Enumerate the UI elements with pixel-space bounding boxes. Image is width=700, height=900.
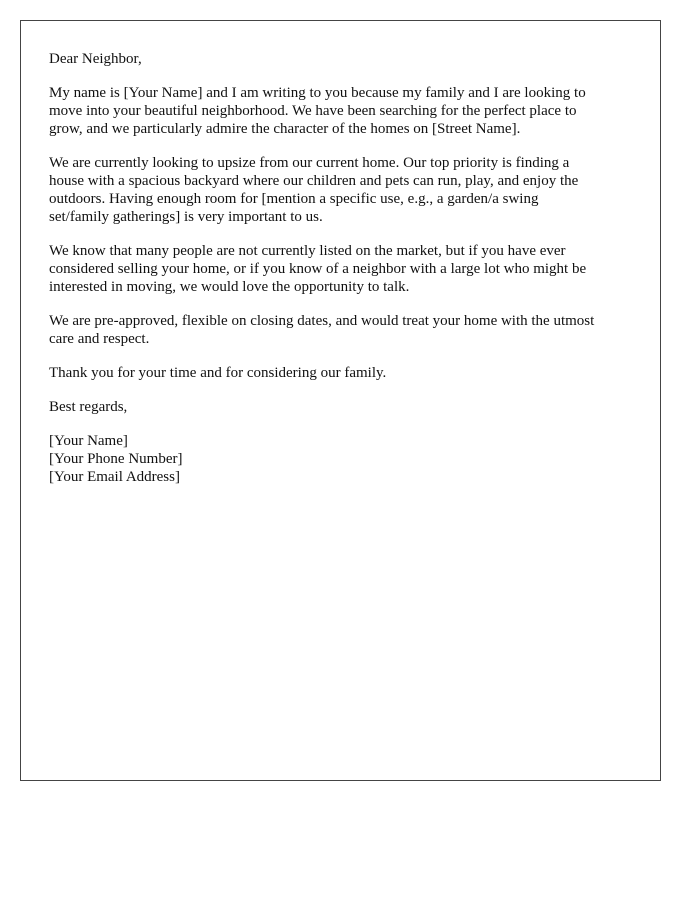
signature-phone: [Your Phone Number] — [49, 451, 183, 467]
text-line: My name is [Your Name] and I am writing to you because my family and I are looking to — [49, 85, 586, 101]
signature-name: [Your Name] — [49, 433, 128, 449]
text-line: We know that many people are not currently listed on the market, but if you have ever — [49, 243, 566, 259]
paragraph-market — [49, 242, 640, 296]
letter-body — [49, 50, 640, 502]
paragraph-thanks — [49, 364, 640, 382]
letter-page — [20, 20, 661, 781]
text-line: move into your beautiful neighborhood. We have been searching for the perfect place to — [49, 103, 577, 119]
text-line: outdoors. Having enough room for [mention a specific use, e.g., a garden/a swing — [49, 191, 539, 207]
text-line: We are currently looking to upsize from our current home. Our top priority is finding a — [49, 155, 570, 171]
text-line: grow, and we particularly admire the character of the homes on [Street Name]. — [49, 121, 521, 137]
greeting — [49, 50, 640, 68]
closing-text: Best regards, — [49, 399, 128, 415]
greeting-text: Dear Neighbor, — [49, 51, 142, 67]
signature-email: [Your Email Address] — [49, 469, 180, 485]
paragraph-preapproved — [49, 312, 640, 348]
text-line: care and respect. — [49, 331, 150, 347]
text-line: We are pre-approved, flexible on closing dates, and would treat your home with the utmost — [49, 313, 595, 329]
paragraph-intro — [49, 84, 640, 138]
closing — [49, 398, 640, 416]
text-line: set/family gatherings] is very important to us. — [49, 209, 323, 225]
text-line: interested in moving, we would love the opportunity to talk. — [49, 279, 410, 295]
text-line: house with a spacious backyard where our children and pets can run, play, and enjoy the — [49, 173, 579, 189]
signature-block — [49, 432, 640, 486]
text-line: considered selling your home, or if you know of a neighbor with a large lot who might be — [49, 261, 587, 277]
text-line: Thank you for your time and for considering our family. — [49, 365, 387, 381]
paragraph-priority — [49, 154, 640, 226]
